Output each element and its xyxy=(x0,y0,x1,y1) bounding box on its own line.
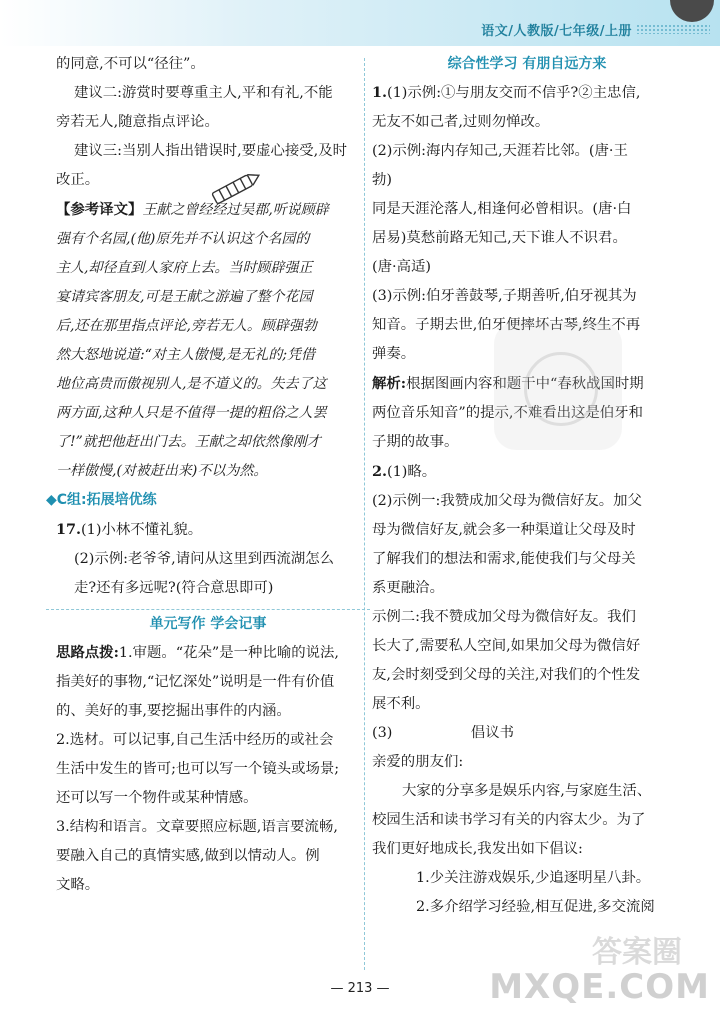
text-line: 居易)莫愁前路无知己,天下谁人不识君。 xyxy=(372,230,627,246)
text-line: 宴请宾客朋友,可是王献之游遍了整个花园 xyxy=(56,289,313,305)
text-line: 1.少关注游戏娱乐,少追逐明星八卦。 xyxy=(416,870,651,886)
section-heading: ◆C组:拓展培优练 xyxy=(46,492,157,508)
text-line: 2.选材。可以记事,自己生活中经历的或社会 xyxy=(56,732,334,748)
text-line: 建议二:游赏时要尊重主人,平和有礼,不能 xyxy=(74,85,333,101)
text-line: 展不利。 xyxy=(372,696,430,712)
reference-label: 【参考译文】 xyxy=(56,201,143,218)
text-line: 改正。 xyxy=(56,172,100,188)
guidance-label: 思路点拨: xyxy=(56,644,119,661)
text-line: 根据图画内容和题干中“春秋战国时期 xyxy=(406,376,644,392)
question-number: 1. xyxy=(372,84,388,101)
text-line: (1)示例:①与朋友交而不信乎?②主忠信, xyxy=(387,85,641,101)
text-line: 知音。子期去世,伯牙便摔坏古琴,终生不再 xyxy=(372,317,641,333)
question-number: (3) xyxy=(372,725,393,741)
text-line: 勃) xyxy=(372,172,393,188)
text-line: 1.审题。“花朵”是一种比喻的说法, xyxy=(118,645,339,661)
text-line: (唐·高适) xyxy=(372,259,431,275)
header-dots xyxy=(636,24,710,34)
text-line: (2)示例一:我赞成加父母为微信好友。加父 xyxy=(372,493,642,509)
text-line: 旁若无人,随意指点评论。 xyxy=(56,114,219,130)
question-number: 2. xyxy=(372,463,388,480)
stamp-watermark xyxy=(494,322,622,450)
text-line: 一样傲慢,(对被赶出来)不以为然。 xyxy=(56,463,268,479)
section-title: 综合性学习 有朋自远方来 xyxy=(447,56,607,72)
header-title: 语文/人教版/七年级/上册 xyxy=(481,24,632,39)
text-line: 的同意,不可以“径往”。 xyxy=(56,56,205,72)
text-line: 了!”就把他赶出门去。王献之却依然像刚才 xyxy=(56,434,321,450)
check-icon xyxy=(524,352,598,426)
proposal-title: 倡议书 xyxy=(470,725,514,741)
column-divider xyxy=(364,58,365,970)
text-line: 大家的分享多是娱乐内容,与家庭生活、 xyxy=(402,783,652,799)
text-line: (1)略。 xyxy=(387,464,437,480)
text-line: 主人,却径直到人家府上去。当时顾辟强正 xyxy=(56,260,313,276)
pencil-icon xyxy=(200,168,270,208)
text-line: 无友不如己者,过则勿惮改。 xyxy=(372,114,550,130)
text-line: 后,还在那里指点评论,旁若无人。顾辟强勃 xyxy=(56,318,317,334)
text-line: 系更融洽。 xyxy=(372,580,444,596)
question-2 xyxy=(372,457,682,487)
writing-guidance xyxy=(56,638,360,668)
text-line: (2)示例:海内存知己,天涯若比邻。(唐·王 xyxy=(372,143,628,159)
text-line: 文略。 xyxy=(56,877,100,893)
text-line: 强有个名园,(他)原先并不认识这个名园的 xyxy=(56,231,310,247)
text-line: 亲爱的朋友们: xyxy=(372,754,464,770)
text-line: 校园生活和读书学习有关的内容太少。为了 xyxy=(372,812,646,828)
text-line: 要融入自己的真情实感,做到以情动人。例 xyxy=(56,848,320,864)
text-line: 示例二:我不赞成加父母为微信好友。我们 xyxy=(372,609,636,625)
page-number: — 213 — xyxy=(330,981,390,996)
text-line: 弹奏。 xyxy=(372,346,416,362)
text-line: 友,会时刻受到父母的关注,对我们的个性发 xyxy=(372,667,641,683)
question-17 xyxy=(56,515,360,545)
text-line: 建议三:当别人指出错误时,要虚心接受,及时 xyxy=(74,143,348,159)
text-line: 我们更好地成长,我发出如下倡议: xyxy=(372,841,583,857)
text-line: 指美好的事物,“记忆深处”说明是一件有价值 xyxy=(56,674,335,690)
watermark-logo: 答案圈 xyxy=(592,935,682,970)
text-line: 生活中发生的皆可;也可以写一个镜头或场景; xyxy=(56,761,340,777)
text-line: 母为微信好友,就会多一种渠道让父母及时 xyxy=(372,522,636,538)
text-line: 的、美好的事,要挖掘出事件的内涵。 xyxy=(56,703,291,719)
proposal-heading xyxy=(372,719,682,748)
question-1 xyxy=(372,78,682,108)
right-column xyxy=(372,50,682,922)
text-line: 然大怒地说道:“对主人傲慢,是无礼的;凭借 xyxy=(56,347,316,363)
text-line: 同是天涯沦落人,相逢何必曾相识。(唐·白 xyxy=(372,201,632,217)
text-line: 王献之曾经经过吴郡,听说顾辟 xyxy=(142,202,329,218)
text-line: (1)小林不懂礼貌。 xyxy=(81,522,203,538)
text-line: 两方面,这种人只是不值得一提的粗俗之人罢 xyxy=(56,405,327,421)
question-number: 17. xyxy=(56,521,82,538)
text-line: 了解我们的想法和需求,能使我们与父母关 xyxy=(372,551,636,567)
text-line: 两位音乐知音”的提示,不难看出这是伯牙和 xyxy=(372,405,643,421)
writing-section-title: 单元写作 学会记事 xyxy=(149,616,267,632)
text-line: 地位高贵而傲视别人,是不道义的。失去了这 xyxy=(56,376,327,392)
text-line: 2.多介绍学习经验,相互促进,多交流阅 xyxy=(416,899,655,915)
text-line: 长大了,需要私人空间,如果加父母为微信好 xyxy=(372,638,641,654)
text-line: 还可以写一个物件或某种情感。 xyxy=(56,790,258,806)
text-line: 子期的故事。 xyxy=(372,434,459,450)
text-line: (2)示例:老爷爷,请问从这里到西流湖怎么 xyxy=(74,551,335,567)
text-line: 走?还有多远呢?(符合意思即可) xyxy=(74,580,274,596)
text-line: (3)示例:伯牙善鼓琴,子期善听,伯牙视其为 xyxy=(372,288,637,304)
watermark-url: MXQE.COM xyxy=(489,967,710,1007)
text-line: 3.结构和语言。文章要照应标题,语言要流畅, xyxy=(56,819,338,835)
analysis-label: 解析: xyxy=(372,375,407,392)
